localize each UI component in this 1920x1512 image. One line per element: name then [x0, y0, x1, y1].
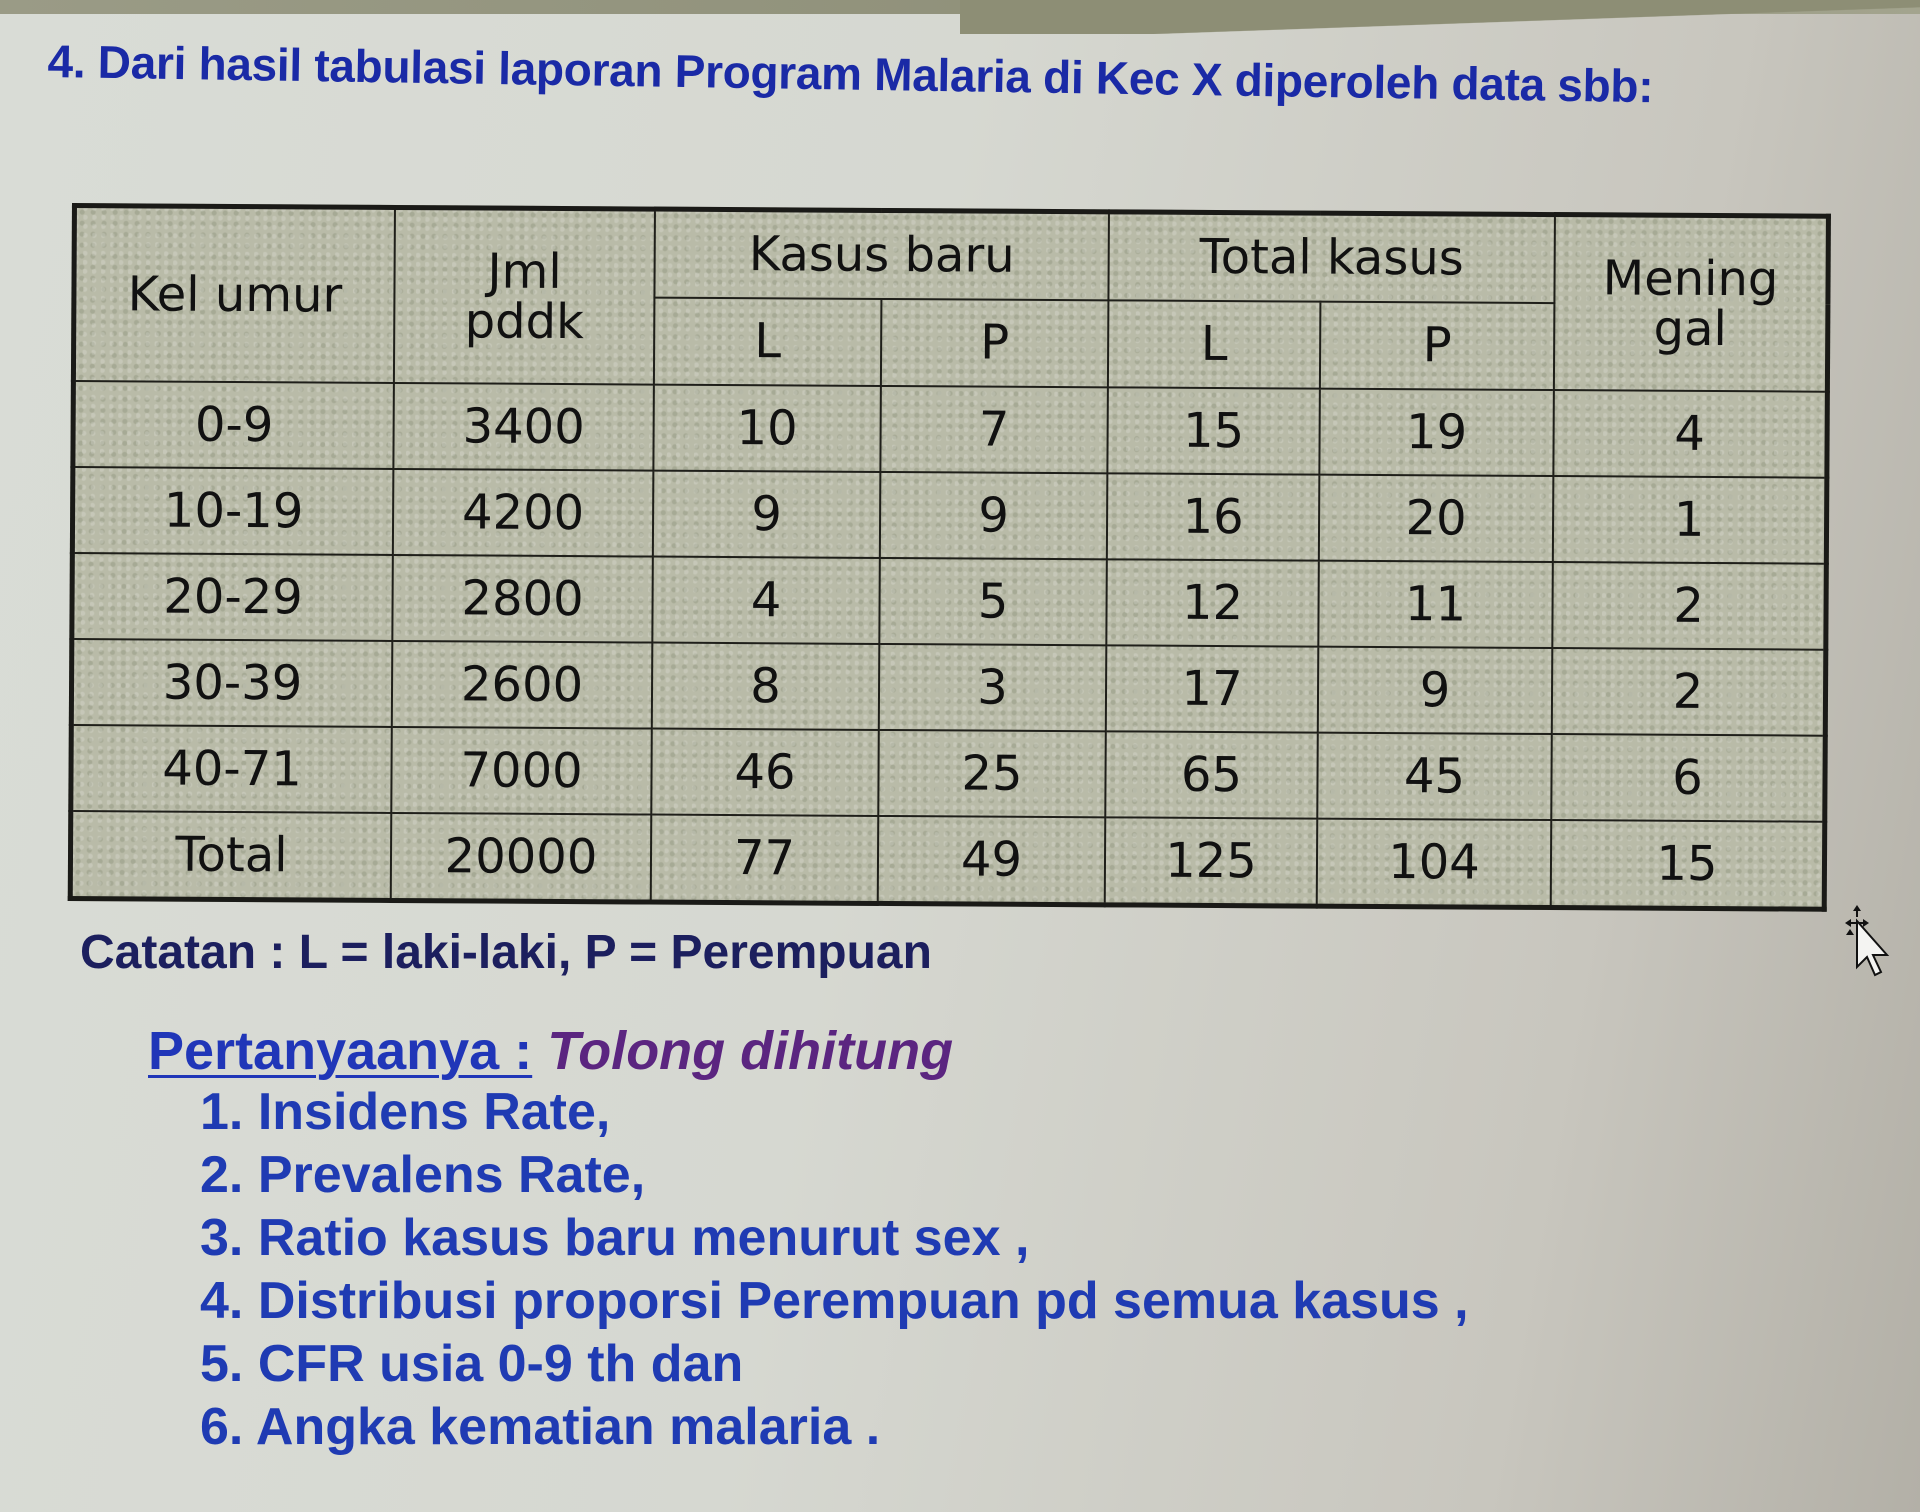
question-item: 4. Distribusi proporsi Perempuan pd semua kasus , — [200, 1272, 1469, 1331]
cell-total-kasus-p: 11 — [1318, 561, 1553, 648]
cell-kel-umur: Total — [70, 811, 391, 900]
monitor-bezel-edge — [960, 0, 1920, 34]
malaria-data-table — [68, 203, 1831, 912]
cell-kasus-baru-p: 3 — [879, 644, 1107, 731]
cell-meninggal: 1 — [1553, 476, 1827, 564]
table-row — [71, 639, 1825, 736]
question-item: 1. Insidens Rate, — [200, 1083, 611, 1142]
cell-total-kasus-l: 16 — [1107, 473, 1320, 560]
move-arrow-cursor-icon — [1845, 905, 1905, 1005]
header-total-kasus-p: P — [1320, 302, 1555, 390]
cell-meninggal: 2 — [1552, 648, 1826, 736]
cell-jml-pddk: 20000 — [391, 813, 652, 902]
cell-jml-pddk: 3400 — [393, 383, 654, 471]
cell-kasus-baru-l: 46 — [651, 729, 879, 816]
header-total-kasus: Total kasus — [1108, 212, 1555, 303]
questions-instruction: Tolong dihitung — [547, 1021, 954, 1081]
cell-total-kasus-p: 19 — [1319, 389, 1554, 476]
cell-meninggal: 6 — [1551, 734, 1825, 822]
questions-heading — [148, 1022, 1469, 1081]
header-jml-pddk — [394, 207, 655, 384]
cell-jml-pddk: 2800 — [392, 555, 653, 643]
cell-kasus-baru-l: 4 — [652, 557, 880, 644]
header-meninggal-label: Mening gal — [1602, 249, 1779, 358]
cell-kel-umur: 10-19 — [72, 467, 393, 555]
cell-total-kasus-l: 17 — [1106, 645, 1319, 732]
slide-title: 4. Dari hasil tabulasi laporan Program Malaria di Kec X diperoleh data sbb: — [47, 34, 1654, 113]
cell-kel-umur: 40-71 — [71, 725, 392, 813]
cell-kasus-baru-l: 9 — [653, 471, 881, 558]
cell-kasus-baru-l: 8 — [652, 643, 880, 730]
cell-total-kasus-l: 15 — [1107, 387, 1320, 474]
table-row-total — [70, 811, 1825, 909]
cell-kasus-baru-p: 25 — [878, 730, 1106, 817]
cell-kasus-baru-l: 10 — [653, 385, 881, 472]
question-item: 5. CFR usia 0-9 th dan — [200, 1335, 744, 1394]
questions-section — [148, 1022, 1469, 1459]
header-kasus-baru-p: P — [881, 299, 1109, 387]
questions-list — [148, 1081, 1469, 1459]
header-kasus-baru-l: L — [654, 298, 882, 386]
cell-total-kasus-p: 9 — [1318, 647, 1553, 734]
cell-kasus-baru-p: 9 — [880, 472, 1108, 559]
cell-kasus-baru-p: 49 — [878, 816, 1106, 905]
table-note: Catatan : L = laki-laki, P = Perempuan — [80, 926, 932, 979]
header-meninggal — [1554, 215, 1829, 392]
table-header-row-group — [74, 206, 1829, 305]
cell-kel-umur: 0-9 — [73, 381, 394, 469]
cell-total-kasus-p: 104 — [1317, 819, 1552, 908]
header-kasus-baru: Kasus baru — [654, 209, 1109, 300]
cell-kasus-baru-l: 77 — [651, 815, 879, 904]
cell-total-kasus-p: 20 — [1319, 475, 1554, 562]
cell-kel-umur: 30-39 — [71, 639, 392, 727]
questions-label: Pertanyaanya : — [148, 1021, 533, 1081]
cell-jml-pddk: 4200 — [393, 469, 654, 557]
cell-kasus-baru-p: 7 — [880, 386, 1108, 473]
cell-meninggal: 2 — [1552, 562, 1826, 650]
cell-meninggal: 15 — [1551, 820, 1825, 909]
question-item: 2. Prevalens Rate, — [200, 1146, 646, 1205]
header-jml-pddk-label: Jml pddk — [464, 243, 585, 351]
malaria-data-table-container — [68, 203, 1831, 912]
cell-jml-pddk: 2600 — [392, 641, 653, 729]
question-item: 6. Angka kematian malaria . — [200, 1398, 881, 1457]
table-row — [73, 381, 1827, 478]
cell-total-kasus-l: 12 — [1106, 559, 1319, 646]
table-row — [72, 467, 1826, 564]
table-row — [72, 553, 1826, 650]
header-total-kasus-l: L — [1108, 300, 1321, 388]
cell-meninggal: 4 — [1553, 390, 1827, 478]
header-kel-umur: Kel umur — [73, 206, 395, 383]
table-row — [71, 725, 1825, 822]
cell-jml-pddk: 7000 — [391, 727, 652, 815]
cell-kasus-baru-p: 5 — [879, 558, 1107, 645]
cell-kel-umur: 20-29 — [72, 553, 393, 641]
cell-total-kasus-l: 125 — [1105, 817, 1318, 906]
question-item: 3. Ratio kasus baru menurut sex , — [200, 1209, 1030, 1268]
cell-total-kasus-p: 45 — [1317, 733, 1552, 820]
cell-total-kasus-l: 65 — [1105, 731, 1318, 818]
